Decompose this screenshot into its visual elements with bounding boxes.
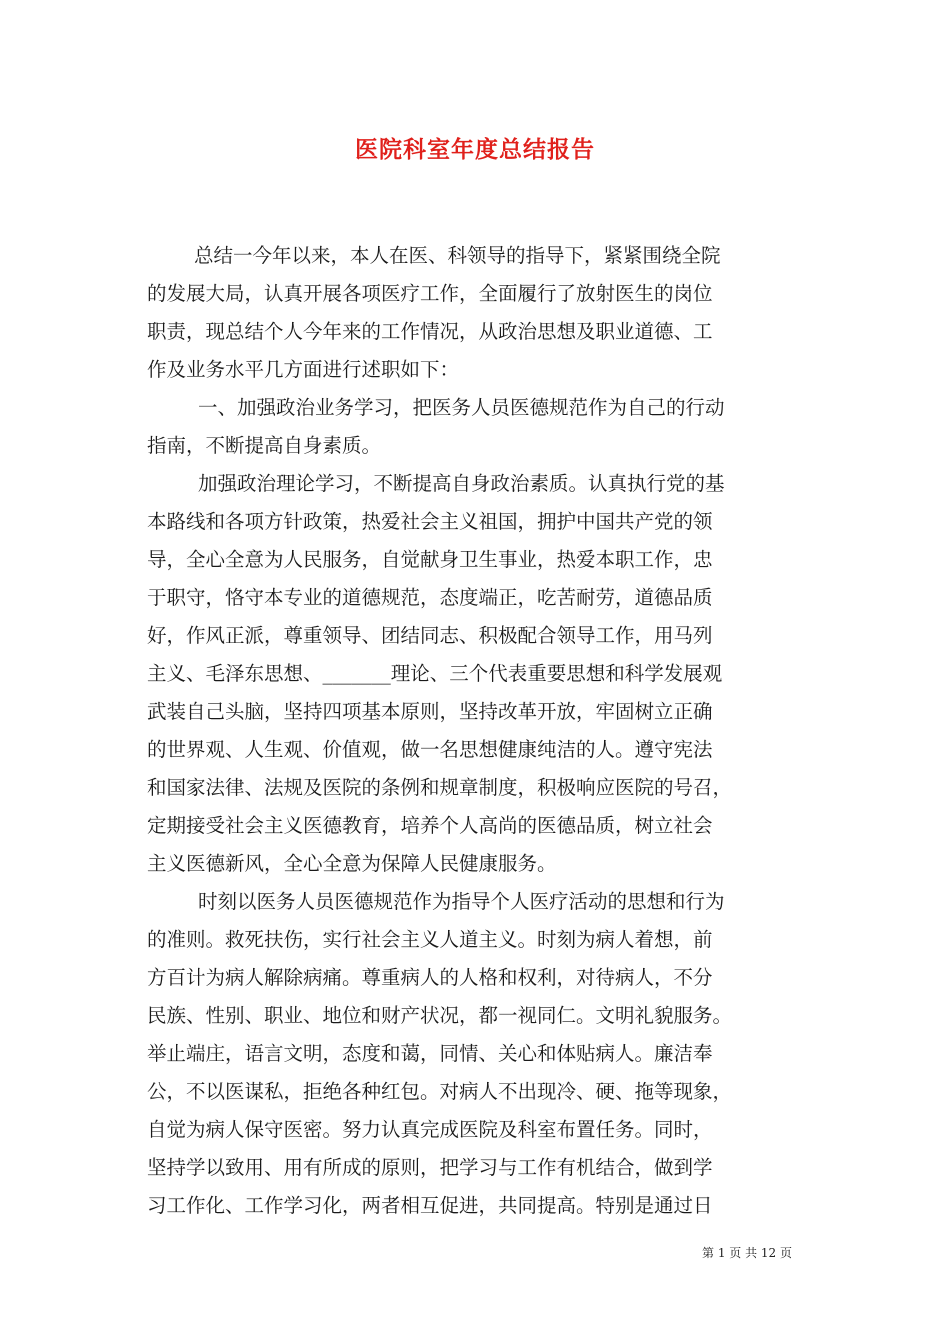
body-line: 本路线和各项方针政策，热爱社会主义祖国，拥护中国共产党的领 xyxy=(147,510,713,533)
body-line: 时刻以医务人员医德规范作为指导个人医疗活动的思想和行为 xyxy=(198,890,725,913)
document-title: 医院科室年度总结报告 xyxy=(355,136,595,163)
body-line: 指南，不断提高自身素质。 xyxy=(147,434,382,457)
body-line: 和国家法律、法规及医院的条例和规章制度，积极响应医院的号召， xyxy=(147,776,733,799)
body-line: 武装自己头脑，坚持四项基本原则，坚持改革开放，牢固树立正确 xyxy=(147,700,713,723)
page-number-footer: 第 1 页 共 12 页 xyxy=(702,1246,792,1260)
body-line: 导，全心全意为人民服务，自觉献身卫生事业，热爱本职工作，忠 xyxy=(147,548,713,571)
body-line: 坚持学以致用、用有所成的原则，把学习与工作有机结合，做到学 xyxy=(147,1156,713,1179)
body-line: 加强政治理论学习，不断提高自身政治素质。认真执行党的基 xyxy=(198,472,725,495)
body-line: 好，作风正派，尊重领导、团结同志、积极配合领导工作，用马列 xyxy=(147,624,713,647)
body-line: 方百计为病人解除病痛。尊重病人的人格和权利，对待病人，不分 xyxy=(147,966,713,989)
body-line: 作及业务水平几方面进行述职如下： xyxy=(147,358,460,381)
body-line: 一、加强政治业务学习，把医务人员医德规范作为自己的行动 xyxy=(198,396,725,419)
body-line: 主义、毛泽东思想、_______理论、三个代表重要思想和科学发展观 xyxy=(147,662,723,685)
body-line: 民族、性别、职业、地位和财产状况，都一视同仁。文明礼貌服务。 xyxy=(147,1004,733,1027)
body-line: 定期接受社会主义医德教育，培养个人高尚的医德品质，树立社会 xyxy=(147,814,713,837)
body-line: 的准则。救死扶伤，实行社会主义人道主义。时刻为病人着想，前 xyxy=(147,928,713,951)
body-line: 总结一今年以来，本人在医、科领导的指导下，紧紧围绕全院 xyxy=(194,244,721,267)
body-line: 职责，现总结个人今年来的工作情况，从政治思想及职业道德、工 xyxy=(147,320,713,343)
body-line: 公，不以医谋私，拒绝各种红包。对病人不出现冷、硬、拖等现象， xyxy=(147,1080,733,1103)
body-line: 于职守，恪守本专业的道德规范，态度端正，吃苦耐劳，道德品质 xyxy=(147,586,713,609)
body-line: 的世界观、人生观、价值观，做一名思想健康纯洁的人。遵守宪法 xyxy=(147,738,713,761)
body-line: 举止端庄，语言文明，态度和蔼，同情、关心和体贴病人。廉洁奉 xyxy=(147,1042,713,1065)
body-line: 习工作化、工作学习化，两者相互促进，共同提高。特别是通过日 xyxy=(147,1194,713,1217)
body-line: 主义医德新风，全心全意为保障人民健康服务。 xyxy=(147,852,557,875)
body-line: 自觉为病人保守医密。努力认真完成医院及科室布置任务。同时， xyxy=(147,1118,713,1141)
body-line: 的发展大局，认真开展各项医疗工作，全面履行了放射医生的岗位 xyxy=(147,282,713,305)
